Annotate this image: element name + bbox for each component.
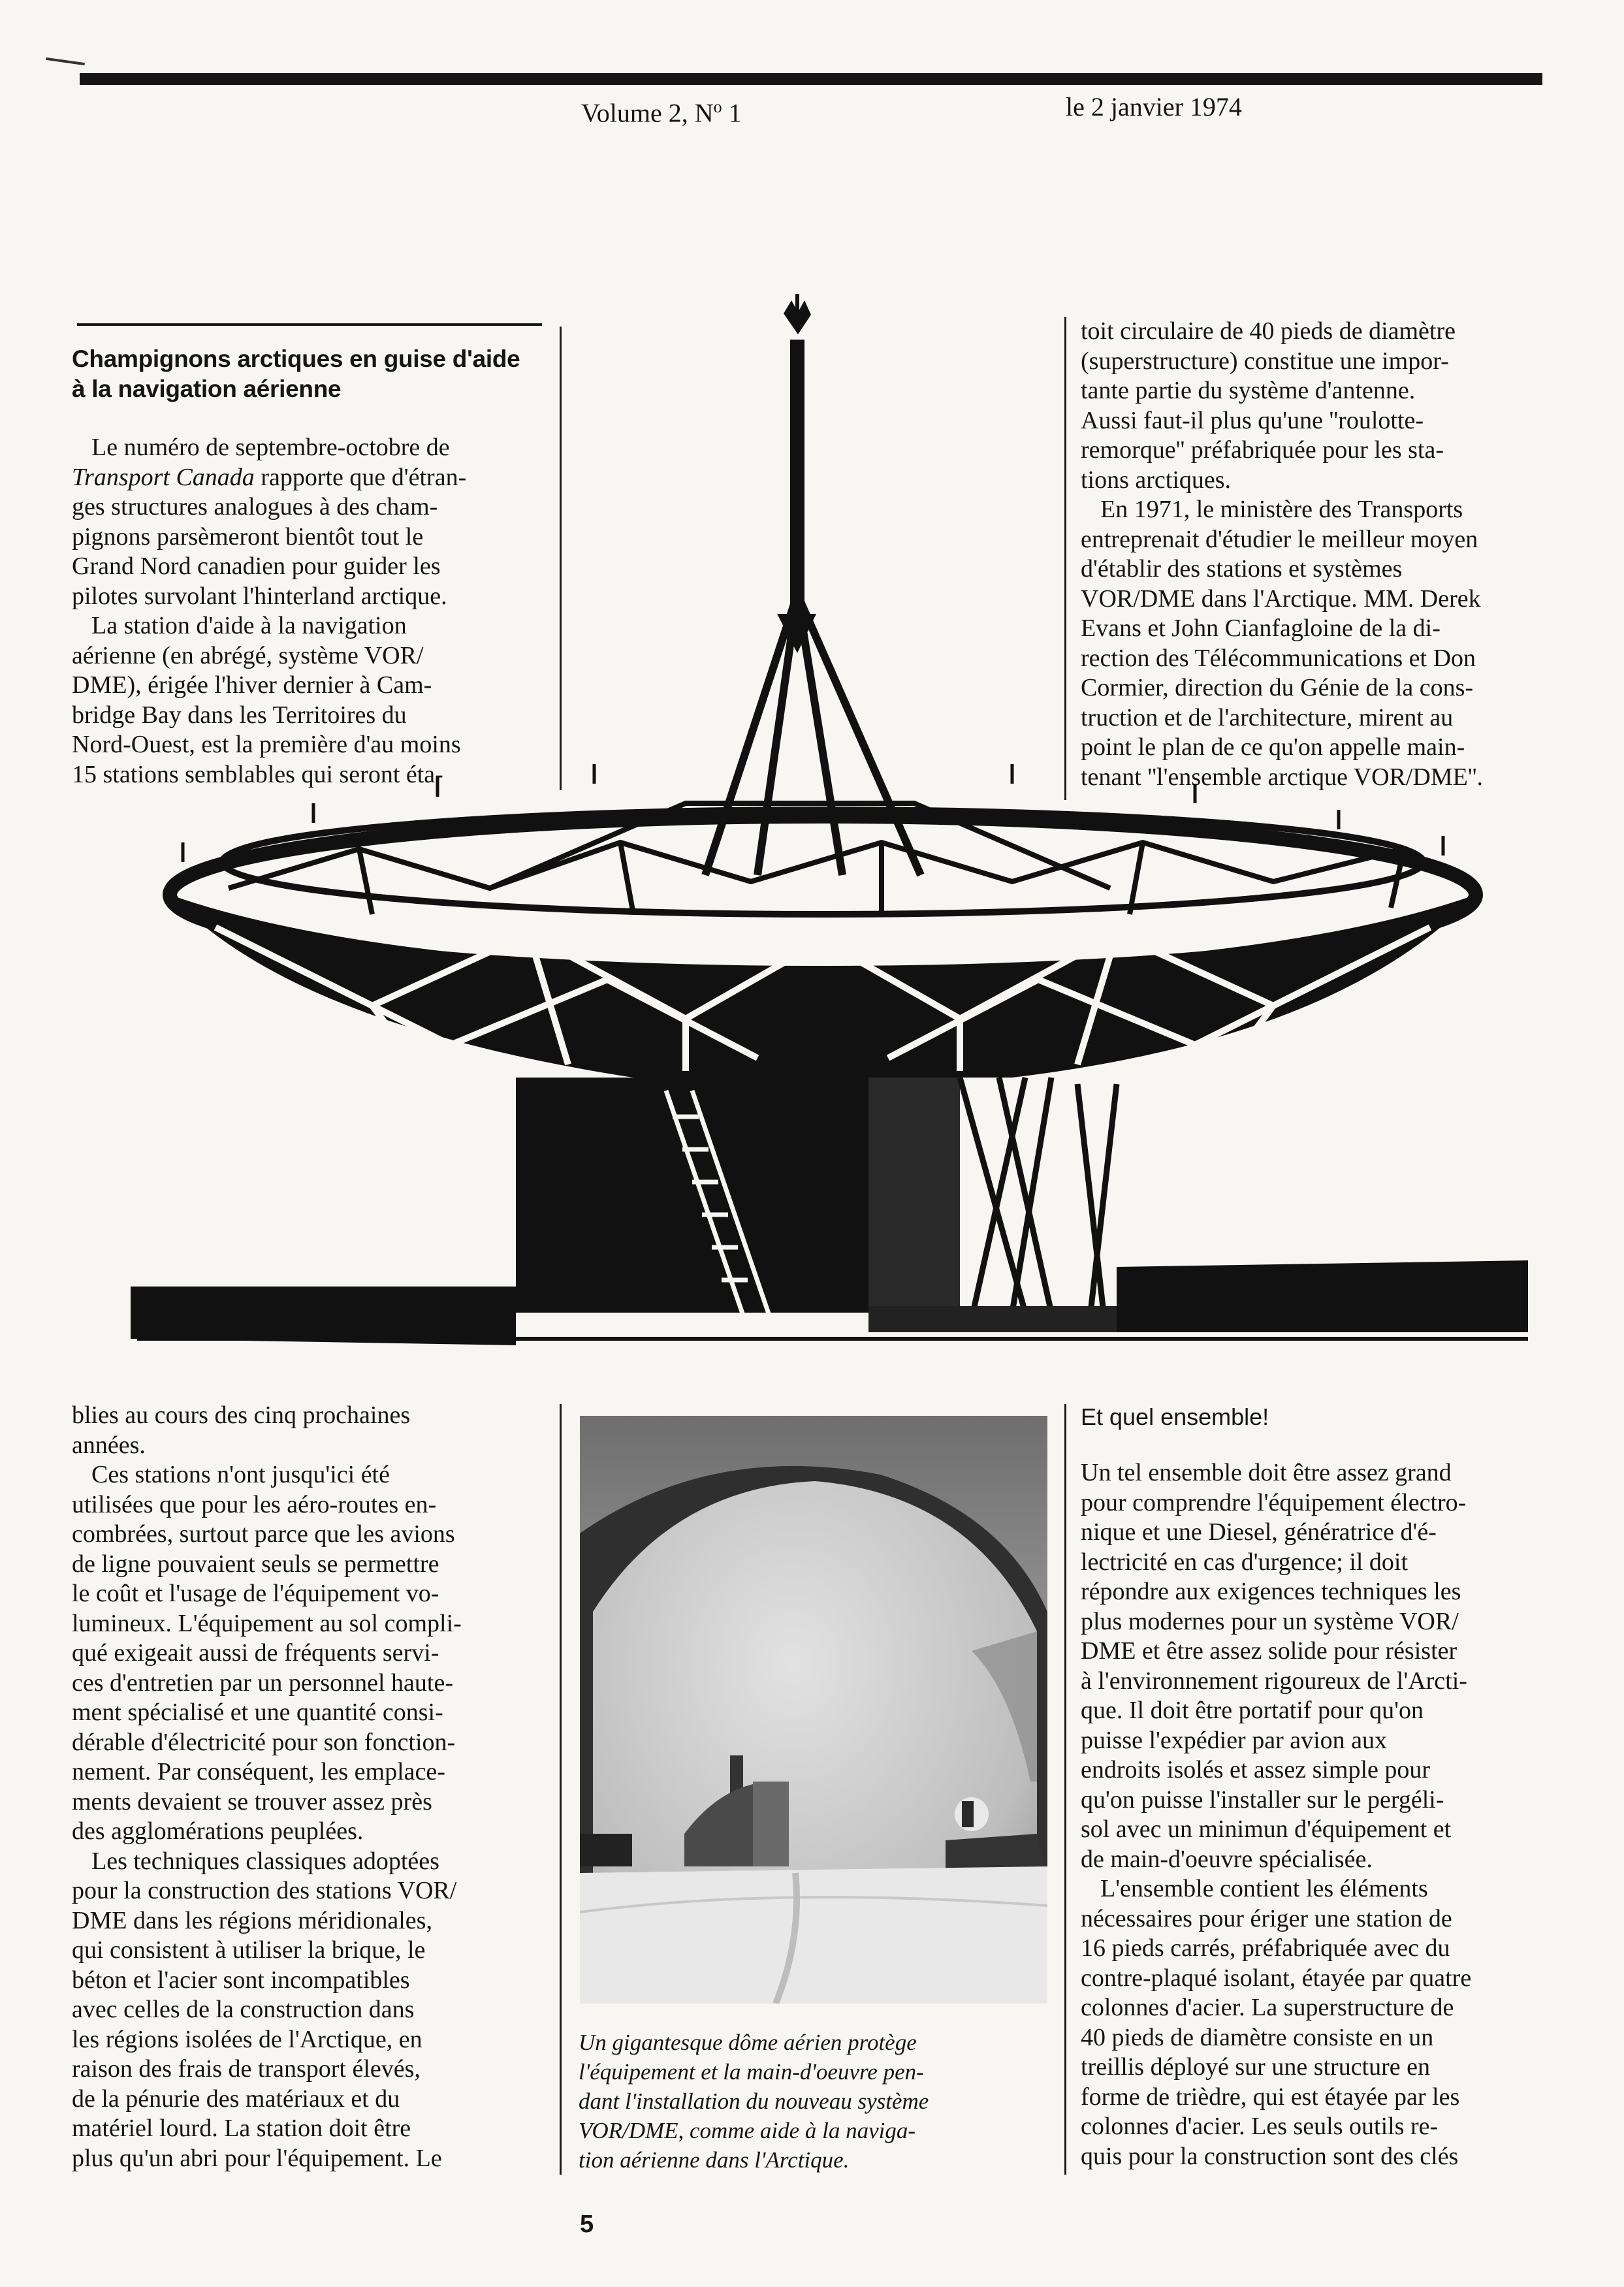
text-line: utilisées que pour les aéro-routes en- [72, 1490, 437, 1518]
text-line: contre-plaqué isolant, étayée par quatre [1081, 1964, 1472, 1992]
text-line: pilotes survolant l'hinterland arctique. [72, 582, 447, 610]
text-line: de ligne pouvaient seuls se permettre [72, 1550, 439, 1578]
caption-line: l'équipement et la main-d'oeuvre pen- [579, 2059, 924, 2085]
paragraph: Transport Canada rapporte que d'étran- [72, 463, 467, 491]
text-line: colonnes d'acier. La superstructure de [1081, 1994, 1454, 2021]
text-line: ments devaient se trouver assez près [72, 1787, 432, 1815]
text-line: endroits isolés et assez simple pour [1081, 1756, 1431, 1783]
text-line: plus modernes pour un système VOR/ [1081, 1607, 1459, 1635]
column-1-bottom [72, 1401, 558, 2173]
text-line: lectricité en cas d'urgence; il doit [1081, 1548, 1408, 1576]
text-line: d'établir des stations et systèmes [1081, 555, 1403, 583]
issue-date: le 2 janvier 1974 [1066, 92, 1242, 121]
text-line: Aussi faut-il plus qu'une ''roulotte- [1081, 406, 1424, 434]
text-line: raison des frais de transport élevés, [72, 2055, 421, 2083]
text-line: ces d'entretien par un personnel haute- [72, 1669, 453, 1697]
text-line: les régions isolées de l'Arctique, en [72, 2025, 422, 2053]
text-line: avec celles de la construction dans [72, 1996, 415, 2023]
column-divider [1064, 1404, 1066, 2175]
text-line: DME dans les régions méridionales, [72, 1906, 432, 1934]
corner-mark [46, 57, 85, 65]
text-line: combrées, surtout parce que les avions [72, 1520, 455, 1548]
text-line: Ces stations n'ont jusqu'ici été [91, 1461, 390, 1488]
text-line: pignons parsèmeront bientôt tout le [72, 522, 424, 551]
text-line: ment spécialisé et une quantité consi- [72, 1699, 443, 1726]
text-line: Nord-Ouest, est la première d'au moins [72, 731, 461, 758]
photo-caption [579, 2028, 1055, 2175]
text-line: En 1971, le ministère des Transports [1100, 496, 1463, 523]
text-line: La station d'aide à la navigation [91, 612, 407, 639]
text-line: Les techniques classiques adoptées [91, 1847, 439, 1875]
text-line: des agglomérations peuplées. [72, 1817, 364, 1845]
text-line: remorque'' préfabriquée pour les sta- [1081, 436, 1444, 464]
article-headline: Champignons arctiques en guise d'aide à la navigation aérienne [72, 345, 520, 402]
text-line: truction et de l'architecture, mirent au [1081, 703, 1454, 731]
text-line: Cormier, direction du Génie de la cons- [1081, 674, 1474, 701]
text-line: (superstructure) constitue une impor- [1081, 347, 1449, 375]
text-line: 15 stations semblables qui seront éta- [72, 760, 443, 788]
dome-photo [580, 1416, 1047, 2004]
text-line: à l'environnement rigoureux de l'Arcti- [1081, 1667, 1467, 1695]
caption-line: VOR/DME, comme aide à la naviga- [579, 2118, 916, 2143]
text-line: 40 pieds de diamètre consiste en un [1081, 2023, 1434, 2051]
text-line: tions arctiques. [1081, 466, 1232, 494]
page-number: 5 [580, 2211, 594, 2238]
text-line: DME et être assez solide pour résister [1081, 1637, 1457, 1665]
text-line: rection des Télécommunications et Don [1081, 644, 1476, 672]
text-line: blies au cours des cinq prochaines [72, 1401, 411, 1429]
column-divider [560, 1404, 562, 2175]
text-line: L'ensemble contient les éléments [1100, 1875, 1428, 1902]
text-line: ges structures analogues à des cham- [72, 493, 438, 520]
text-line: nécessaires pour ériger une station de [1081, 1904, 1452, 1932]
text-line: que. Il doit être portatif pour qu'on [1081, 1697, 1424, 1724]
text-line: quis pour la construction sont des clés [1081, 2142, 1459, 2170]
caption-line: Un gigantesque dôme aérien protège [579, 2030, 917, 2055]
caption-line: tion aérienne dans l'Arctique. [579, 2147, 850, 2173]
volume-label: Volume 2, $N^o$ 1 [581, 97, 742, 128]
text-line: VOR/DME dans l'Arctique. MM. Derek [1081, 584, 1481, 613]
text-line: béton et l'acier sont incompatibles [72, 1966, 410, 1994]
header-rule [80, 73, 1542, 85]
text-line: entreprenait d'étudier le meilleur moyen [1081, 525, 1478, 553]
text-line: aérienne (en abrégé, système VOR/ [72, 641, 424, 669]
text-line: qui consistent à utiliser la brique, le [72, 1936, 426, 1964]
station-photo [98, 287, 1561, 1358]
text-line: pour la construction des stations VOR/ [72, 1877, 457, 1904]
text-line: le coût et l'usage de l'équipement vo- [72, 1580, 439, 1607]
text-line: dérable d'électricité pour son fonction- [72, 1728, 456, 1756]
column-3-bottom [1081, 1458, 1603, 2171]
text-line: nique et une Diesel, génératrice d'é- [1081, 1518, 1437, 1546]
text-line: pour comprendre l'équipement électro- [1081, 1488, 1467, 1516]
text-line: 16 pieds carrés, préfabriquée avec du [1081, 1934, 1450, 1962]
text-line: colonnes d'acier. Les seuls outils re- [1081, 2113, 1439, 2140]
text-line: qu'on puisse l'installer sur le pergéli- [1081, 1785, 1444, 1814]
text-line: répondre aux exigences techniques les [1081, 1578, 1461, 1605]
text-line: lumineux. L'équipement au sol compli- [72, 1609, 462, 1637]
text-line: Un tel ensemble doit être assez grand [1081, 1459, 1452, 1486]
text-line: tante partie du système d'antenne. [1081, 377, 1416, 404]
text-line: nement. Par conséquent, les emplace- [72, 1758, 445, 1785]
text-line: de main-d'oeuvre spécialisée. [1081, 1845, 1373, 1873]
text-line: qué exigeait aussi de fréquents servi- [72, 1639, 439, 1667]
text-line: années. [72, 1431, 146, 1459]
text-line: treillis déployé sur une structure en [1081, 2053, 1431, 2081]
paragraph: Le numéro de septembre-octobre de [91, 434, 450, 461]
text-line: toit circulaire de 40 pieds de diamètre [1081, 317, 1456, 345]
text-line: forme de trièdre, qui est étayée par les [1081, 2083, 1460, 2111]
caption-line: dant l'installation du nouveau système [579, 2088, 929, 2114]
text-line: DME), érigée l'hiver dernier à Cam- [72, 671, 432, 699]
text-line: matériel lourd. La station doit être [72, 2115, 411, 2142]
text-line: de la pénurie des matériaux et du [72, 2085, 400, 2113]
text-line: plus qu'un abri pour l'équipement. Le [72, 2144, 442, 2172]
text-line: puisse l'expédier par avion aux [1081, 1726, 1388, 1754]
text-line: Grand Nord canadien pour guider les [72, 552, 441, 580]
text-line: bridge Bay dans les Territoires du [72, 701, 407, 729]
section-subheading: Et quel ensemble! [1081, 1403, 1269, 1430]
text-line: point le plan de ce qu'on appelle main- [1081, 733, 1465, 761]
text-line: tenant ''l'ensemble arctique VOR/DME''. [1081, 763, 1484, 791]
text-line: Evans et John Cianfagloine de la di- [1081, 615, 1441, 642]
text-line: sol avec un minimun d'équipement et [1081, 1815, 1452, 1843]
